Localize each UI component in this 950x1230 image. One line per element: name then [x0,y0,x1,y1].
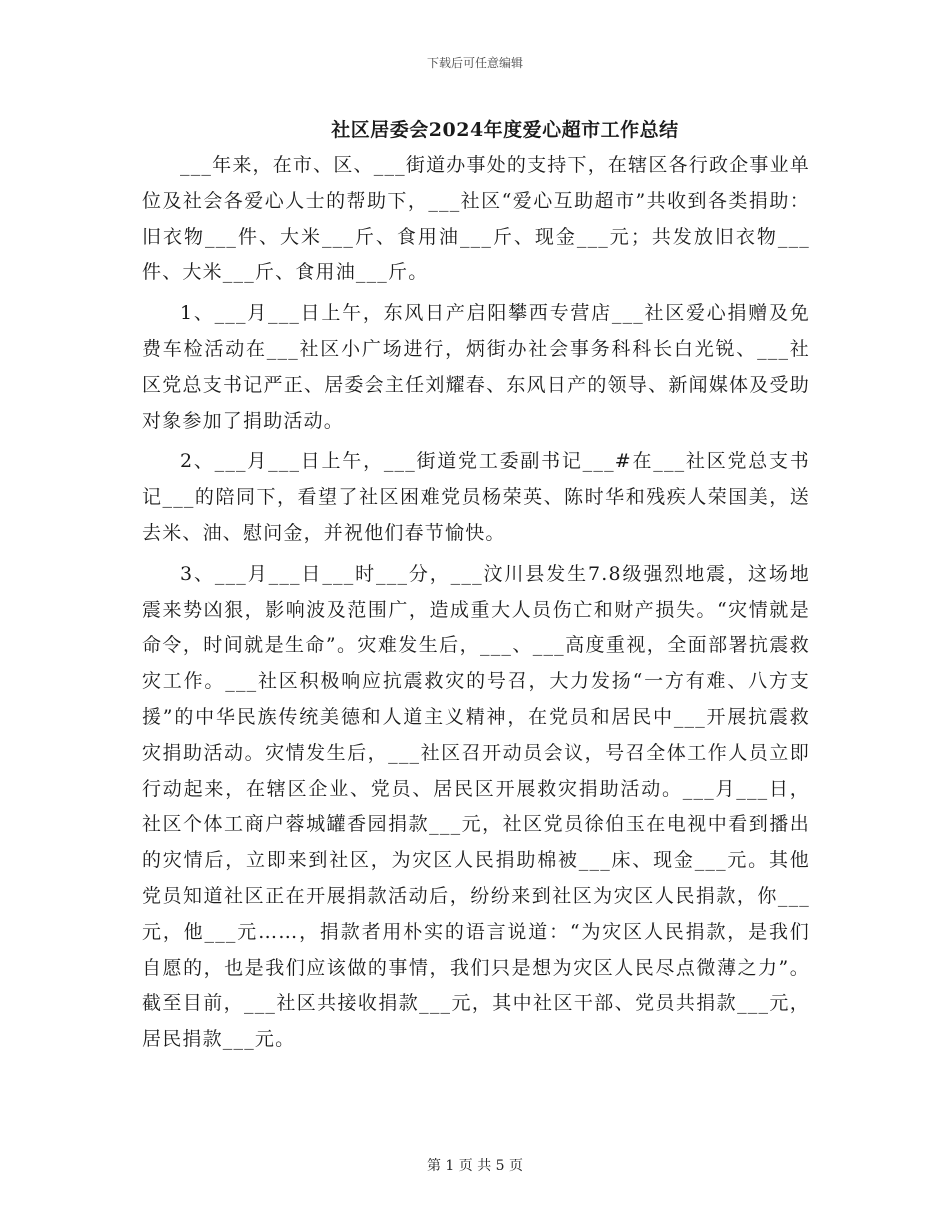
page-number-footer: 第 1 页 共 5 页 [426,1158,524,1174]
document-body [142,148,810,1058]
paragraph-item-1: 1、___月___日上午，东风日产启阳攀西专营店___社区爱心捐赠及免费车检活动在___社区小广场进行，炳街办社会事务科科长白光锐、___社区党总支书记严正、居委会主任刘耀春、东风日产的领导、新闻媒体及受助对象参加了捐助活动。 [142,302,810,432]
paragraph-item-3: 3、___月___日___时___分，___汶川县发生7.8级强烈地震，这场地震来势凶狠，影响波及范围广，造成重大人员伤亡和财产损失。“灾情就是命令，时间就是生命”。灾难发生后，___、___高度重视，全面部署抗震救灾工作。___社区积极响应抗震救灾的号召，大力发扬“一方有难、八方支援”的中华民族传统美德和人道主义精神，在党员和居民中___开展抗震救灾捐助活动。灾情发生后，___社区召开动员会议，号召全体工作人员立即行动起来，在辖区企业、党员、居民区开展救灾捐助活动。___月___日，社区个体工商户蓉城罐香园捐款___元，社区党员徐伯玉在电视中看到播出的灾情后，立即来到社区，为灾区人民捐助棉被___床、现金___元。其他党员知道社区正在开展捐款活动后，纷纷来到社区为灾区人民捐款，你___元，他___元……，捐款者用朴实的语言说道：“为灾区人民捐款，是我们自愿的，也是我们应该做的事情，我们只是想为灾区人民尽点微薄之力”。截至目前，___社区共接收捐款___元，其中社区干部、党员共捐款___元，居民捐款___元。 [142,562,810,1051]
page-header-note: 下载后可任意编辑 [426,56,523,70]
document-title: 社区居委会2024年度爱心超市工作总结 [331,119,679,141]
paragraph-item-2: 2、___月___日上午，___街道党工委副书记___#在___社区党总支书记___的陪同下，看望了社区困难党员杨荣英、陈时华和残疾人荣国美，送去米、油、慰问金，并祝他们春节愉快。 [142,450,810,544]
paragraph-intro: ___年来，在市、区、___街道办事处的支持下，在辖区各行政企事业单位及社会各爱心人士的帮助下，___社区“爱心互助超市”共收到各类捐助：旧衣物___件、大米___斤、食用油___斤、现金___元；共发放旧衣物___件、大米___斤、食用油___斤。 [142,154,810,284]
